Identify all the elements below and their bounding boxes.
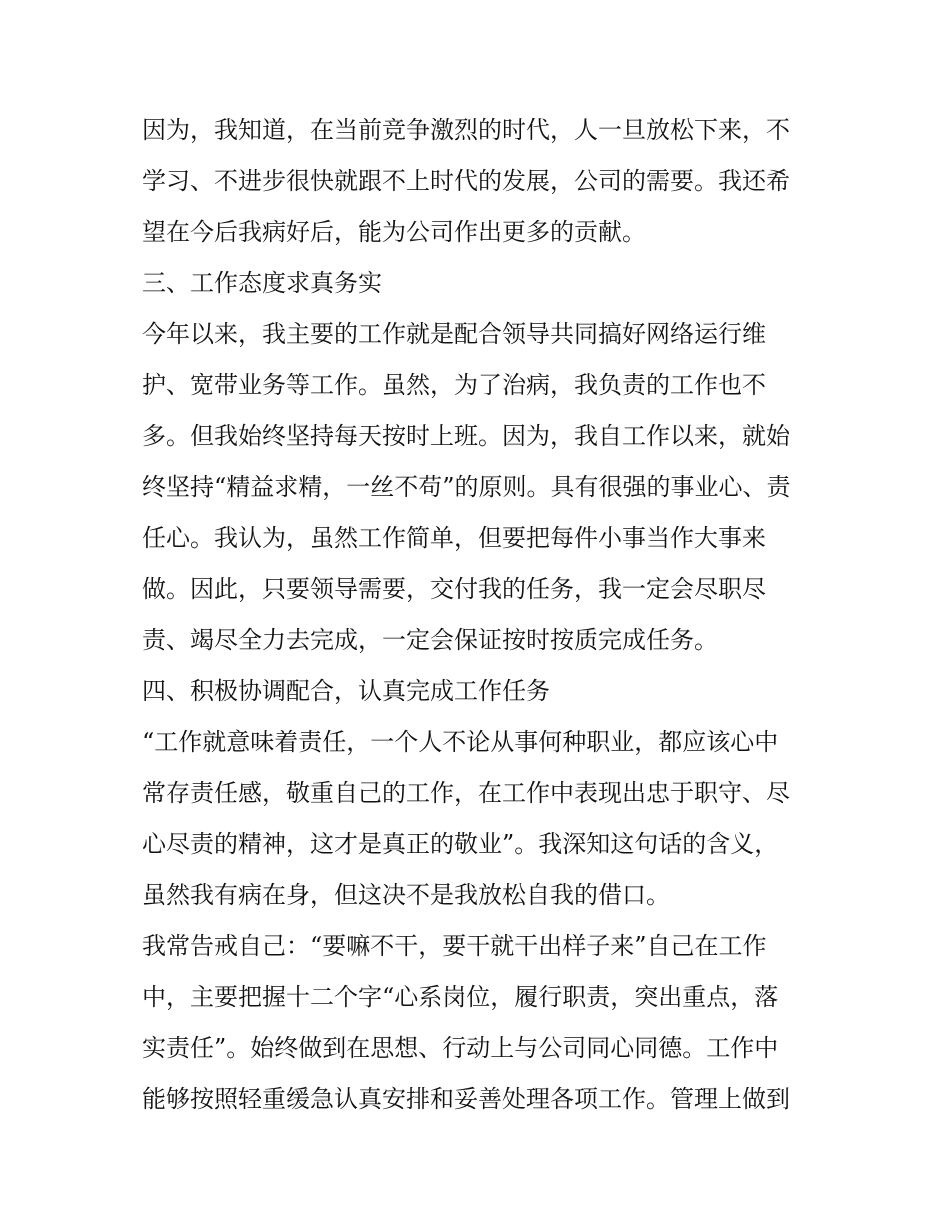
document-body-text — [142, 105, 822, 1125]
text-line: 多。但我始终坚持每天按时上班。因为，我自工作以来，就始 — [142, 422, 790, 450]
text-line: 学习、不进步很快就跟不上时代的发展，公司的需要。我还希 — [142, 167, 790, 195]
text-line: 我常告戒自己：“要嘛不干，要干就干出样子来”自己在工作 — [142, 932, 767, 960]
text-line: 护、宽带业务等工作。虽然，为了治病，我负责的工作也不 — [142, 371, 766, 399]
section-heading: 四、积极协调配合，认真完成工作任务 — [142, 677, 550, 705]
text-line: 终坚持“精益求精，一丝不苟”的原则。具有很强的事业心、责 — [142, 473, 791, 501]
text-line: 常存责任感，敬重自己的工作，在工作中表现出忠于职守、尽 — [142, 779, 790, 807]
text-line: 做。因此，只要领导需要，交付我的任务，我一定会尽职尽 — [142, 575, 766, 603]
section-heading: 三、工作态度求真务实 — [142, 269, 382, 297]
text-line: 实责任”。始终做到在思想、行动上与公司同心同德。工作中 — [142, 1034, 779, 1062]
text-line: 能够按照轻重缓急认真安排和妥善处理各项工作。管理上做到 — [142, 1085, 790, 1113]
text-line: 今年以来，我主要的工作就是配合领导共同搞好网络运行维 — [142, 320, 766, 348]
text-line: 责、竭尽全力去完成，一定会保证按时按质完成任务。 — [142, 626, 718, 654]
text-line: 任心。我认为，虽然工作简单，但要把每件小事当作大事来 — [142, 524, 766, 552]
text-line: 虽然我有病在身，但这决不是我放松自我的借口。 — [142, 881, 670, 909]
text-line: 望在今后我病好后，能为公司作出更多的贡献。 — [142, 218, 646, 246]
text-line: “工作就意味着责任，一个人不论从事何种职业，都应该心中 — [142, 728, 779, 756]
text-line: 因为，我知道，在当前竞争激烈的时代，人一旦放松下来，不 — [142, 116, 790, 144]
text-line: 心尽责的精神，这才是真正的敬业”。我深知这句话的含义， — [142, 830, 779, 858]
text-line: 中，主要把握十二个字“心系岗位，履行职责，突出重点，落 — [142, 983, 779, 1011]
